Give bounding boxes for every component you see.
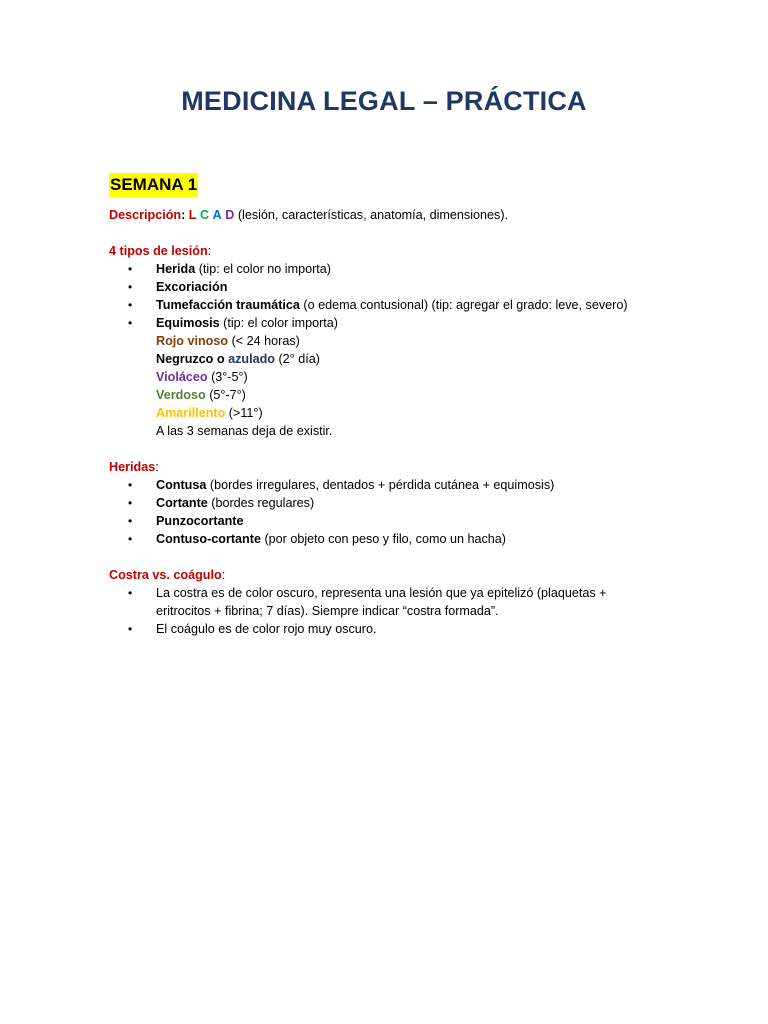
color-label: Verdoso — [156, 388, 206, 402]
item-bold: Cortante — [156, 496, 208, 510]
bullet-icon: • — [128, 532, 133, 546]
item-text: (bordes irregulares, dentados + pérdida cutánea + equimosis) — [206, 478, 555, 492]
bullet-icon: • — [128, 316, 133, 330]
list-item — [109, 584, 626, 620]
document-body — [109, 206, 669, 638]
color-label-azulado: azulado — [228, 352, 275, 366]
list-item — [109, 512, 669, 530]
list-item — [109, 296, 669, 314]
bullet-icon: • — [128, 280, 133, 294]
bullet-icon: • — [128, 298, 133, 312]
color-label: Rojo vinoso — [156, 334, 229, 348]
color-verdoso — [109, 386, 669, 404]
heridas-heading-line — [109, 458, 669, 476]
tipos-heading-line — [109, 242, 669, 260]
bullet-icon: • — [128, 586, 133, 600]
color-range: (< 24 horas) — [228, 334, 300, 348]
item-text: (bordes regulares) — [207, 496, 315, 510]
item-text: El coágulo es de color rojo muy oscuro. — [156, 622, 377, 636]
item-text: (tip: el color importa) — [219, 316, 338, 330]
item-bold: Equimosis — [156, 316, 220, 330]
costra-heading-line — [109, 566, 669, 584]
tipos-colon: : — [207, 244, 212, 258]
list-item — [109, 260, 669, 278]
tipos-list — [109, 260, 669, 332]
color-violaceo — [109, 368, 669, 386]
item-bold: Excoriación — [156, 280, 228, 294]
bullet-icon: • — [128, 514, 133, 528]
color-label: Violáceo — [156, 370, 208, 384]
color-range: (2° día) — [274, 352, 320, 366]
descripcion-text: (lesión, características, anatomía, dimensiones). — [237, 208, 509, 222]
heridas-list — [109, 476, 669, 548]
item-bold: Contusa — [156, 478, 207, 492]
color-final-note — [109, 422, 669, 440]
bullet-icon: • — [128, 262, 133, 276]
costra-colon: : — [221, 568, 226, 582]
item-text: (o edema contusional) (tip: agregar el grado: leve, severo) — [299, 298, 628, 312]
bullet-icon: • — [128, 496, 133, 510]
heridas-heading: Heridas — [109, 460, 156, 474]
costra-heading: Costra vs. coágulo — [109, 568, 222, 582]
list-item — [109, 494, 669, 512]
color-label: Amarillento — [156, 406, 226, 420]
item-text: (tip: el color no importa) — [195, 262, 331, 276]
descripcion-colon: : — [181, 208, 186, 222]
item-text: La costra es de color oscuro, representa una lesión que ya epitelizó (plaquetas + eritrocitos + fibrina; 7 días). Siempre indicar “costra formada”. — [156, 586, 607, 618]
color-rojo-vinoso — [109, 332, 669, 350]
color-range: (3°-5°) — [207, 370, 248, 384]
letter-d: D — [225, 208, 235, 222]
list-item — [109, 476, 669, 494]
item-bold: Punzocortante — [156, 514, 244, 528]
letter-c: C — [200, 208, 210, 222]
color-amarillento — [109, 404, 669, 422]
color-label: Negruzco o — [156, 352, 229, 366]
item-bold: Tumefacción traumática — [156, 298, 300, 312]
final-note-text: A las 3 semanas deja de existir. — [156, 424, 333, 438]
color-range: (5°-7°) — [205, 388, 246, 402]
costra-list — [109, 584, 669, 638]
list-item — [109, 530, 669, 548]
list-item — [109, 620, 669, 638]
color-negruzco — [109, 350, 669, 368]
item-bold: Contuso-cortante — [156, 532, 261, 546]
letter-l: L — [188, 208, 197, 222]
color-range: (>11°) — [225, 406, 263, 420]
list-item — [109, 278, 669, 296]
bullet-icon: • — [128, 478, 133, 492]
item-bold: Herida — [156, 262, 196, 276]
bullet-icon: • — [128, 622, 133, 636]
letter-a: A — [212, 208, 222, 222]
page-title: MEDICINA LEGAL – PRÁCTICA — [181, 86, 587, 116]
week-heading: SEMANA 1 — [109, 173, 198, 197]
descripcion-line — [109, 206, 669, 224]
list-item — [109, 314, 669, 332]
item-text: (por objeto con peso y filo, como un hacha) — [260, 532, 506, 546]
heridas-colon: : — [155, 460, 159, 474]
descripcion-label: Descripción — [109, 208, 182, 222]
tipos-heading: 4 tipos de lesión — [109, 244, 208, 258]
